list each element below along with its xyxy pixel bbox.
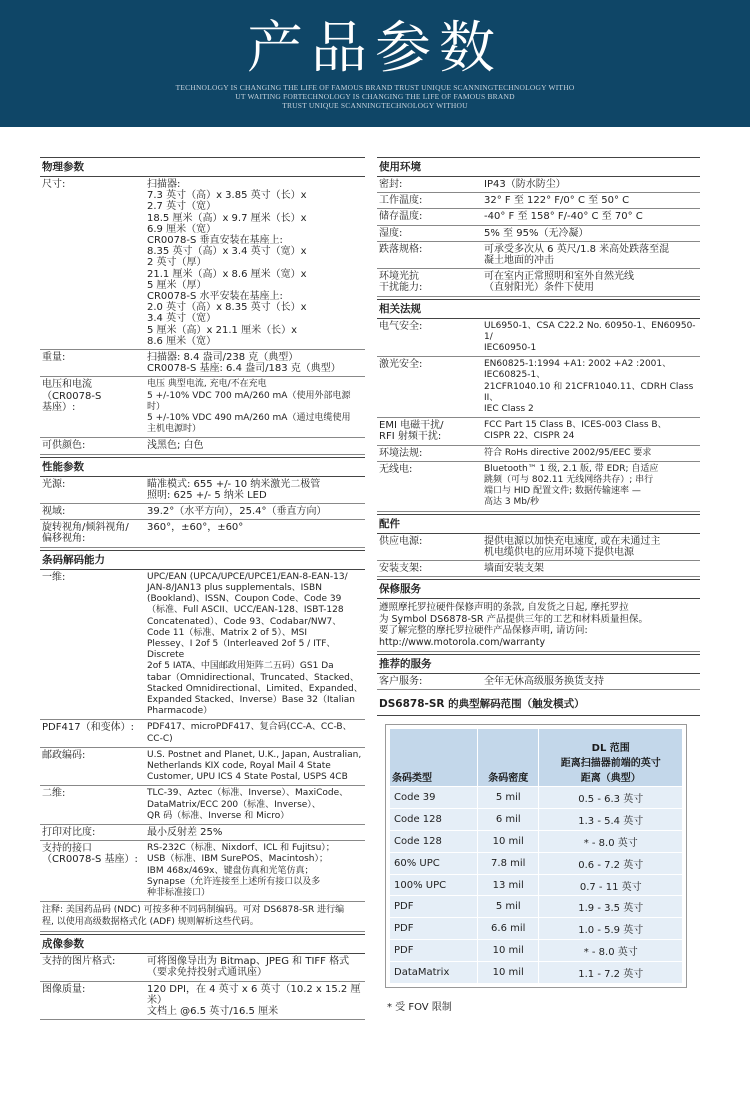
cell-density: 6.6 mil [477, 918, 539, 940]
section-performance: 性能参数 [40, 457, 365, 477]
table-row [390, 896, 683, 918]
cell-type: 60% UPC [390, 852, 478, 874]
value-skew: 360°，±60°，±60° [147, 522, 244, 534]
value-2d: TLC-39、Aztec（标准、Inverse）、MaxiCode、 DataMatrix/ECC 200（标准、Inverse）、 QR 码（标准、Inverse 和 Micro） [147, 788, 349, 821]
label-color: 可供颜色: [42, 440, 86, 452]
table-footnote: * 受 FOV 限制 [387, 1001, 452, 1013]
cell-density: 5 mil [477, 787, 539, 809]
row-electrical-safety [377, 319, 700, 358]
value-drop: 可承受多次从 6 英尺/1.8 米高处跌落至混 凝土地面的冲击 [484, 243, 670, 267]
label-power: 电压和电流 （CR0078-S 基座）: [42, 379, 102, 413]
value-light-source: 瞄准模式: 655 +/- 10 纳米激光二极管 照明: 625 +/- 5 纳米 LED [147, 478, 321, 501]
row-mount [377, 561, 700, 577]
section-service: 推荐的服务 [377, 654, 700, 674]
value-customer-service: 全年无休高级服务换货支持 [484, 676, 604, 688]
section-imaging: 成像参数 [40, 934, 365, 954]
value-mount: 墙面安装支架 [484, 563, 544, 575]
table-row [390, 831, 683, 853]
row-image-quality [40, 982, 365, 1021]
cell-density: 6 mil [477, 809, 539, 831]
value-contrast: 最小反射差 25% [147, 826, 223, 838]
label-fov: 视域: [42, 506, 66, 518]
cell-range: 0.7 - 11 英寸 [539, 874, 683, 896]
label-seal: 密封: [379, 179, 403, 190]
col-header-type: 条码类型 [390, 729, 478, 787]
section-warranty: 保修服务 [377, 579, 700, 599]
value-env-regulation: 符合 RoHs directive 2002/95/EEC 要求 [484, 447, 652, 458]
value-1d: UPC/EAN (UPCA/UPCE/UPCE1/EAN-8-EAN-13/ JAN-8/JAN13 plus supplementals、ISBN (Bookland)、ISSN、Coupon Code、Code 39 （标准、Full ASCII、UCC/EAN-128、ISBT-128 Concatenated）、Code 93、Codabar/NW7、 Code 11（标准、Matrix 2 of 5）、MSI Plessey、I 2of 5（Interleaved 2of 5 / ITF、Discrete 2of 5 IATA、中国邮政用矩阵二五码）GS1 Da tabar（Omnidirectional、Truncated、Stacked、 Stacked Omnidirectional、Limited、Expanded、 Expanded Stacked、Inverse）Base 32（Italian Pharmacode） [147, 571, 363, 717]
row-laser-safety [377, 357, 700, 418]
cell-type: Code 128 [390, 809, 478, 831]
decode-range-title: DS6878-SR 的典型解码范围（触发模式） [377, 690, 700, 716]
row-size [40, 177, 365, 350]
label-size: 尺寸: [42, 179, 66, 190]
section-accessories: 配件 [377, 514, 700, 534]
cell-range: 1.0 - 5.9 英寸 [539, 918, 683, 940]
label-pdf417: PDF417（和变体）: [42, 722, 134, 734]
row-1d [40, 570, 365, 721]
page-title: 产品参数 [247, 16, 503, 81]
row-power-supply [377, 534, 700, 561]
cell-type: PDF [390, 940, 478, 962]
value-operating-temp: 32° F 至 122° F/0° C 至 50° C [484, 195, 630, 207]
table-row [390, 809, 683, 831]
cell-range: * - 8.0 英寸 [539, 940, 683, 962]
value-size: 扫描器: 7.3 英寸（高）x 3.85 英寸（长）x 2.7 英寸（宽） 18.5 厘米（高）x 9.7 厘米（长）x 6.9 厘米（宽） CR0078-S 垂直安装在基座上: 8.35 英寸（高）x 3.4 英寸（宽）x 2 英寸（厚） 21.1 厘米（高）x 8.6 厘米（宽）x 5 厘米（厚） CR0078-S 水平安装在基座上: 2.0 英寸（高）x 8.35 英寸（长）x 3.4 英寸（宽） 5 厘米（高）x 21.1 厘米（长）x 8.6 厘米（宽） [147, 179, 307, 347]
value-emi: FCC Part 15 Class B、ICES-003 Class B、 CISPR 22、CISPR 24 [484, 420, 667, 442]
right-column [377, 155, 700, 1013]
row-light-source [40, 477, 365, 504]
table-body [390, 787, 683, 983]
row-drop [377, 242, 700, 269]
row-ambient-light [377, 269, 700, 296]
row-operating-temp [377, 193, 700, 209]
label-ambient-light: 环境光抗 干扰能力: [379, 271, 423, 294]
label-power-supply: 供应电源: [379, 535, 423, 547]
cell-density: 13 mil [477, 874, 539, 896]
cell-type: PDF [390, 896, 478, 918]
table-row [390, 787, 683, 809]
left-column [40, 155, 365, 1020]
value-storage-temp: -40° F 至 158° F/-40° C 至 70° C [484, 211, 643, 223]
note-ndc: 注释: 美国药品码 (NDC) 可按多种不同码制编码。可对 DS6878-SR 进行编 程, 以使用高级数据格式化 (ADF) 规则解析这些代码。 [40, 902, 365, 932]
row-customer-service [377, 674, 700, 690]
value-image-quality: 120 DPI，在 4 英寸 x 6 英寸（10.2 x 15.2 厘米） 文档上 @6.5 英寸/16.5 厘米 [147, 983, 361, 1017]
label-image-format: 支持的图片格式: [42, 956, 116, 968]
cell-range: 0.5 - 6.3 英寸 [539, 787, 683, 809]
label-2d: 二维: [42, 788, 66, 800]
value-postal: U.S. Postnet and Planet, U.K., Japan, Australian, Netherlands KIX code, Royal Mail 4 State Customer, UPU ICS 4 State Postal, USPS 4CB [147, 749, 362, 783]
row-color [40, 438, 365, 454]
cell-type: PDF [390, 918, 478, 940]
label-image-quality: 图像质量: [42, 983, 86, 995]
value-ambient-light: 可在室内正常照明和室外自然光线 （直射阳光）条件下使用 [484, 271, 634, 294]
cell-range: 0.6 - 7.2 英寸 [539, 852, 683, 874]
label-skew: 旋转视角/倾斜视角/ 偏移视角: [42, 522, 129, 545]
warranty-text: 遵照摩托罗拉硬件保修声明的条款, 自发货之日起, 摩托罗拉 为 Symbol DS6878-SR 产品提供三年的工艺和材料质量担保。 要了解完整的摩托罗拉硬件产品保修声明, 请访问: http://www.motorola.com/warranty [377, 599, 700, 652]
label-wireless: 无线电: [379, 463, 413, 475]
value-wireless: Bluetooth™ 1 级, 2.1 版, 带 EDR; 自适应 跳频（可与 802.11 无线网络共存）; 串行 端口与 HID 配置文件; 数据传输速率 — 高达 3 Mb/秒 [484, 463, 659, 508]
value-image-format: 可将图像导出为 Bitmap、JPEG 和 TIFF 格式 （要求免持投射式通讯座） [147, 956, 350, 979]
row-skew [40, 520, 365, 547]
decode-range-table-box [385, 724, 687, 987]
row-env-regulation [377, 446, 700, 462]
cell-density: 10 mil [477, 961, 539, 983]
table-row [390, 918, 683, 940]
cell-density: 5 mil [477, 896, 539, 918]
col-header-range: DL 范围 距离扫描器前端的英寸 距离（典型） [539, 729, 683, 787]
value-seal: IP43（防水防尘） [484, 179, 566, 190]
label-storage-temp: 储存温度: [379, 211, 423, 223]
value-power-supply: 提供电源以加快充电速度, 或在未通过主 机电缆供电的应用环境下提供电源 [484, 535, 661, 558]
row-emi [377, 418, 700, 445]
label-electrical-safety: 电气安全: [379, 320, 423, 332]
section-regulatory: 相关法规 [377, 299, 700, 319]
label-emi: EMI 电磁干扰/ RFI 射频干扰: [379, 420, 444, 443]
label-contrast: 打印对比度: [42, 826, 96, 838]
label-1d: 一维: [42, 571, 66, 583]
cell-density: 10 mil [477, 940, 539, 962]
tagline-line-1: TECHNOLOGY IS CHANGING THE LIFE OF FAMOUS BRAND TRUST UNIQUE SCANNINGTECHNOLOGY WITHO [175, 83, 575, 92]
label-postal: 邮政编码: [42, 749, 86, 761]
row-seal [377, 177, 700, 193]
label-light-source: 光源: [42, 478, 66, 490]
cell-type: Code 128 [390, 831, 478, 853]
section-physical: 物理参数 [40, 157, 365, 177]
row-weight [40, 350, 365, 377]
row-interface [40, 841, 365, 902]
tagline-line-3: TRUST UNIQUE SCANNINGTECHNOLOGY WITHOU [282, 101, 468, 110]
row-fov [40, 504, 365, 520]
table-row [390, 874, 683, 896]
cell-range: 1.9 - 3.5 英寸 [539, 896, 683, 918]
row-contrast [40, 825, 365, 841]
value-color: 浅黑色; 白色 [147, 440, 204, 452]
label-customer-service: 客户服务: [379, 676, 423, 688]
cell-range: * - 8.0 英寸 [539, 831, 683, 853]
row-pdf417 [40, 720, 365, 747]
header-banner [0, 0, 750, 127]
value-weight: 扫描器: 8.4 盎司/238 克（典型） CR0078-S 基座: 6.4 盎司/183 克（典型） [147, 352, 341, 375]
value-interface: RS-232C（标准、Nixdorf、ICL 和 Fujitsu）； USB（标准、IBM SurePOS、Macintosh）； IBM 468x/469x、键盘仿真和光笔仿真； Synapse（允许连接至上述所有接口以及多 种非标准接口） [147, 843, 335, 898]
label-env-regulation: 环境法规: [379, 447, 423, 459]
label-operating-temp: 工作温度: [379, 195, 423, 207]
row-wireless [377, 462, 700, 512]
row-humidity [377, 226, 700, 242]
section-environment: 使用环境 [377, 157, 700, 177]
label-mount: 安装支架: [379, 563, 423, 575]
cell-type: Code 39 [390, 787, 478, 809]
cell-type: 100% UPC [390, 874, 478, 896]
table-row [390, 940, 683, 962]
col-header-density: 条码密度 [477, 729, 539, 787]
value-laser-safety: EN60825-1:1994 +A1: 2002 +A2 :2001、IEC60825-1、 21CFR1040.10 和 21CFR1040.11、CDRH Class II、 IEC Class 2 [484, 359, 694, 415]
table-row [390, 961, 683, 983]
label-interface: 支持的接口 （CR0078-S 基座）: [42, 843, 138, 866]
row-postal [40, 748, 365, 787]
tagline-line-2: UT WAITING FORTECHNOLOGY IS CHANGING THE LIFE OF FAMOUS BRAND [235, 92, 515, 101]
value-fov: 39.2°（水平方向），25.4°（垂直方向） [147, 506, 327, 518]
table-header-row [390, 729, 683, 787]
value-electrical-safety: UL6950-1、CSA C22.2 No. 60950-1、EN60950-1/ IEC60950-1 [484, 320, 696, 354]
table-row [390, 852, 683, 874]
label-humidity: 湿度: [379, 227, 403, 239]
decode-range-table [389, 728, 683, 983]
cell-range: 1.3 - 5.4 英寸 [539, 809, 683, 831]
value-power: 电压 典型电流, 充电/不在充电 5 +/-10% VDC 700 mA/260 mA（使用外部电源时） 5 +/-10% VDC 490 mA/260 mA（通过电缆使用 主机电源时） [147, 379, 351, 435]
label-laser-safety: 激光安全: [379, 359, 423, 371]
row-power [40, 377, 365, 438]
cell-density: 10 mil [477, 831, 539, 853]
value-pdf417: PDF417、microPDF417、复合码(CC-A、CC-B、 CC-C) [147, 722, 352, 744]
row-image-format [40, 954, 365, 981]
cell-type: DataMatrix [390, 961, 478, 983]
section-decode: 条码解码能力 [40, 550, 365, 570]
cell-range: 1.1 - 7.2 英寸 [539, 961, 683, 983]
row-storage-temp [377, 209, 700, 225]
label-drop: 跌落规格: [379, 243, 423, 255]
row-2d [40, 786, 365, 825]
value-humidity: 5% 至 95%（无冷凝） [484, 227, 589, 239]
label-weight: 重量: [42, 352, 66, 364]
cell-density: 7.8 mil [477, 852, 539, 874]
